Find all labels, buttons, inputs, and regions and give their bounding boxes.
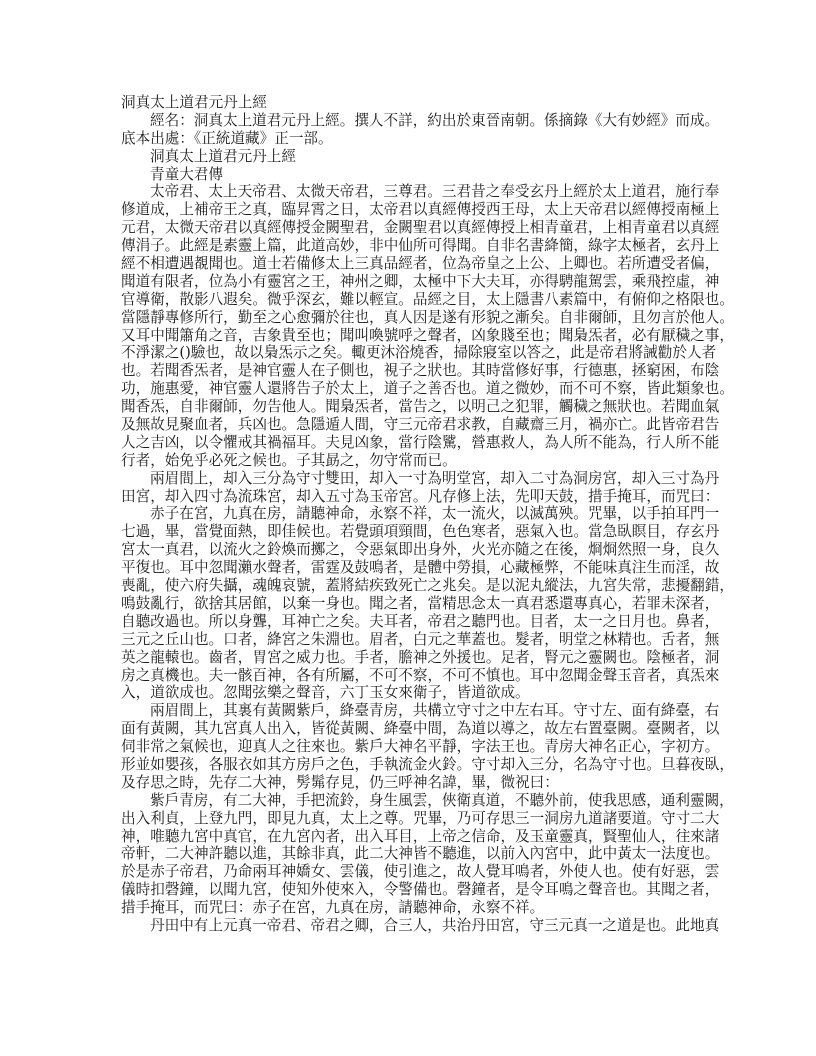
- text-line: 伺非常之氣候也，迎真人之往來也。紫戶大神名平靜，字法王也。青房大神名正心，字初方。: [121, 738, 720, 756]
- text-line: 也。若聞香炁者，是神官靈人在子側也，視子之狀也。其時當修好事，行德惠，拯窮困，布陰: [121, 362, 720, 380]
- text-line: 元君，太微天帝君以真經傳授金闕聖君，金闕聖君以真經傳授上相青童君，上相青童君以真經: [121, 219, 720, 237]
- text-line: 赤子在宮，九真在房，請聽神命，永察不祥，太一流火，以滅萬殃。咒畢，以手拍耳門一: [150, 505, 720, 523]
- scripture-name-note: 經名：洞真太上道君元丹上經。撰人不詳，約出於東晉南朝。係摘錄《大有妙經》而成。: [150, 111, 720, 129]
- text-line: 英之龍轅也。齒者，胃宮之威力也。手者，膽神之外援也。足者，腎元之靈闕也。陰極者，洞: [121, 648, 720, 666]
- text-line: 平復也。耳中忽聞瀨水聲者，雷霆及鼓鳴者，是體中勞損，心藏極弊，不能味真注生而淫，故: [121, 559, 720, 577]
- text-line: 形並如嬰孩，各服衣如其方房戶之色，手執流金火鈴。守寸却入三分，名為守寸也。旦暮夜臥，: [121, 755, 734, 773]
- section-subtitle: 青童大君傳: [150, 165, 223, 183]
- text-line: 儀時扣磬鐘，以聞九宮，使知外使來入，令警備也。磬鐘者，是令耳鳴之聲音也。其聞之者，: [121, 881, 720, 899]
- text-line: 三元之丘山也。口者，絳宮之朱淵也。眉者，白元之華蓋也。髮者，明堂之林精也。舌者，無: [121, 630, 720, 648]
- text-line: 傳涓子。此經是素靈上篇，此道高妙，非中仙所可得聞。自非名書絳簡，綠字太極者，玄丹上: [121, 237, 720, 255]
- text-line: 於是赤子帝君，乃命兩耳神嬌女、雲儀，使引進之，故人覺耳鳴者，外使人也。使有好惡，雲: [121, 863, 720, 881]
- doc-title: 洞真太上道君元丹上經: [121, 94, 267, 111]
- text-line: 修道成，上補帝王之真，臨昇霄之日，太帝君以真經傳授西王母，太上天帝君以經傳授南極上: [121, 201, 720, 219]
- text-line: 兩眉間上，其裏有黃闕紫戶，絳臺青房，共構立守寸之中左右耳。守寸左、面有絳臺，右: [150, 702, 720, 720]
- text-line: 丹田中有上元真一帝君、帝君之卿，合三人，共治丹田宮，守三元真一之道是也。此地真: [150, 916, 720, 934]
- text-line: 兩眉間上，却入三分為守寸雙田，却入一寸為明堂宮，却入二寸為洞房宮，却入三寸為丹: [150, 469, 720, 487]
- text-line: 房之真機也。夫一骸百神，各有所屬，不可不察，不可不慎也。耳中忽聞金聲玉音者，真炁來: [121, 666, 720, 684]
- text-line: 經不相遭遇覩聞也。道士若備修太上三真品經者，位為帝皇之上公、上卿也。若所遭受者偏，: [121, 255, 720, 273]
- text-line: 不淨潔之()驗也，故以梟炁示之矣。輙更沐浴燒香，掃除寢室以答之，此是帝君將誡勸於人者: [121, 344, 717, 362]
- text-line: 聞道有限者，位為小有靈宮之王，神州之卿，太極中下大夫耳，亦得騁龍駕雲，乘飛控虛，神: [121, 272, 720, 290]
- text-line: 措手掩耳，而咒曰：赤子在宮，九真在房，請聽神命，永察不祥。: [121, 899, 545, 917]
- text-line: 面有黃闕，其九宮真人出入，皆從黃闕、絳臺中間，為道以導之，故左右置臺闕。臺闕者，以: [121, 720, 720, 738]
- text-line: 神，唯聽九宮中真官，在九宮內者，出入耳目，上帝之信命，及玉童靈真，賢聖仙人，往來諸: [121, 827, 720, 845]
- text-line: 又耳中聞簫角之音，吉象貴至也；聞叫喚號呼之聲者，凶象賤至也；聞梟炁者，必有厭穢之事，: [121, 326, 734, 344]
- text-line: 鳴鼓亂行，欲捨其居館，以棄一身也。聞之者，當精思念太一真君悉還專真心，若罪未深者，: [121, 594, 720, 612]
- text-line: 行者，始免乎必死之候也。子其勗之，勿守常而已。: [121, 451, 457, 469]
- text-line: 七過，畢，當覺面熱，即佳候也。若覺頭項頸間，色色寒者，惡氣入也。當急臥瞑目，存玄丹: [121, 523, 720, 541]
- text-line: 自聽改過也。所以身聾，耳神亡之矣。夫耳者，帝君之聽門也。目者，太一之日月也。鼻者，: [121, 612, 720, 630]
- text-line: 當隱靜專修所行，勤至之心愈彌於往也，真人因是遂有形貌之漸矣。自非爾師，且勿言於他人。: [121, 308, 734, 326]
- text-line: 及無故見聚血者，兵凶也。急隱遁人間，守三元帝君求教，自藏齋三月，禍亦亡。此皆帝君告: [121, 416, 720, 434]
- text-line: 田宮，却入四寸為流珠宮，却入五寸為玉帝宮。凡存修上法，先叩天鼓，措手掩耳，而咒曰：: [121, 487, 720, 505]
- document-page: [121, 94, 734, 935]
- text-line: 入，道欲成也。忽聞弦樂之聲音，六丁玉女來衛子，皆道欲成。: [121, 684, 530, 702]
- text-line: 聞香炁，自非爾師，勿告他人。聞梟炁者，當告之，以明己之犯罪，觸穢之無狀也。若聞血氣: [121, 398, 720, 416]
- source-note: 底本出處：《正統道藏》正一部。: [121, 129, 333, 147]
- text-line: 紫戶青房，有二大神，手把流鈴，身生風雲，俠衛真道，不聽外前，使我思感，通利靈闕，: [150, 791, 734, 809]
- text-line: 太帝君、太上天帝君、太微天帝君，三尊君。三君昔之奉受玄丹上經於太上道君，施行奉: [150, 183, 720, 201]
- text-line: 出入利貞，上登九門，即見九真，太上之尊。咒畢，乃可存思三一洞房九道諸要道。守寸二大: [121, 809, 720, 827]
- text-line: 功，施惠愛，神官靈人還將告子於太上，道子之善否也。道之微妙，而不可不察，皆此類象也。: [121, 380, 734, 398]
- text-line: 及存思之時，先存二大神，髣髴存見，仍三呼神名諱，畢，微祝曰：: [121, 773, 559, 791]
- text-line: 帝軒，二大神許聽以進，其餘非真，此二大神皆不聽進，以前入內宮中，此中黃太一法度也。: [121, 845, 720, 863]
- text-line: 宮太一真君，以流火之鈴煥而擲之，令惡氣即出身外，火光亦隨之在後，烱烱然照一身，良久: [121, 541, 720, 559]
- text-line: 官導衛，散影八遐矣。微乎深玄，難以輕宣。品經之目，太上隱書八素篇中，有俯仰之格限也。: [121, 290, 734, 308]
- section-title: 洞真太上道君元丹上經: [150, 147, 296, 165]
- text-line: 喪亂，使六府失攝，魂魄哀號，蓋將結疾致死亡之兆矣。是以泥丸縱法，九宮失常，悲擾翻錯，: [121, 577, 734, 595]
- text-line: 人之吉凶，以令懼戒其禍福耳。夫見凶象，當行陰騭，營惠救人，為人所不能為，行人所不能: [121, 433, 720, 451]
